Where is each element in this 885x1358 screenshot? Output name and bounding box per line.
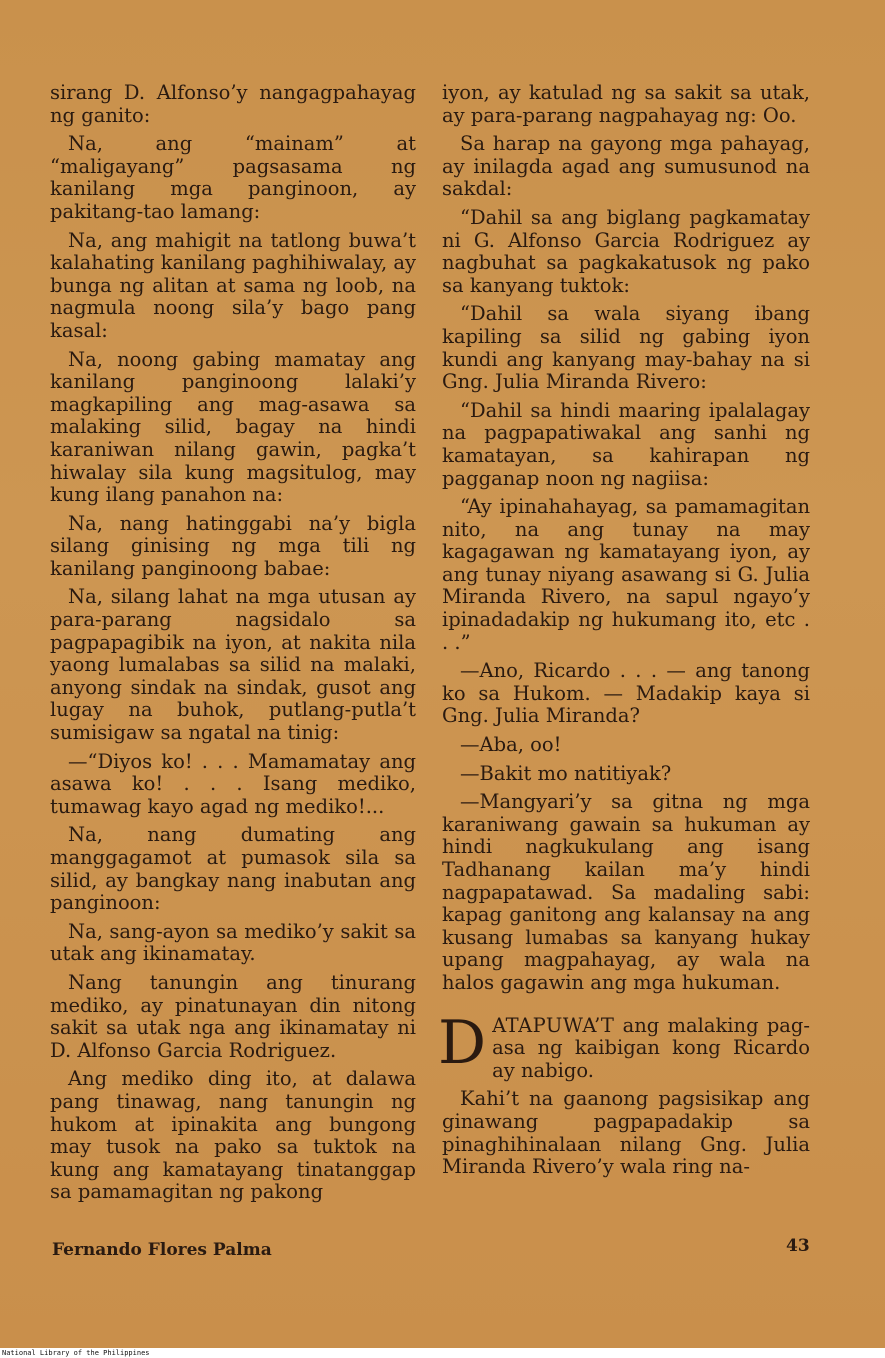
paragraph: sirang D. Alfonso’y nangagpahayag ng ganito:	[50, 81, 416, 127]
paragraph: Na, silang lahat na mga utusan ay para-parang nagsidalo sa pagpapagibik na iyon, at nakita nila yaong lumalabas sa silid na malaki, anyong sindak na sindak, gusot ang lugay na buhok, putlang-putla’t sumisigaw sa ngatal na tinig:	[50, 585, 416, 745]
paragraph: Na, sang-ayon sa mediko’y sakit sa utak ang ikinamatay.	[50, 919, 416, 966]
section-text: ang malaking pag-asa ng kaibigan kong Ricardo ay nabigo.	[492, 1013, 810, 1082]
right-column	[438, 81, 810, 1185]
paragraph: Sa harap na gayong mga pahayag, ay inilagda agad ang sumusunod na sakdal:	[442, 132, 810, 201]
left-column	[50, 82, 416, 1210]
paragraph: “Ay ipinahahayag, sa pamamagitan nito, na ang tunay na may kagagawan ng kamatayang iyon, ay ang tunay niyang asawang si G. Julia Miranda Rivero, na sapul ngayo’y ipinadadakip ng hukumang ito, etc . . .”	[442, 495, 810, 654]
paragraph: —Mangyari’y sa gitna ng mga karaniwang gawain sa hukuman ay hindi nagkukulang ang isang Tadhanang kailan ma’y hindi nagpapatawad. Sa madaling sabi: kapag ganitong ang kalansay na ang kusang lumabas sa kanyang hukay upang magpahayag, ay wala na halos gagawin ang mga hukuman.	[442, 790, 810, 994]
lead-word: ATAPUWA’T	[492, 1013, 615, 1037]
paragraph: Ang mediko ding ito, at dalawa pang tinawag, nang tanungin ng hukom at ipinakita ang bungong may tusok na pako sa tuktok na kung ang kamatayang tinatanggap sa pamamagitan ng pakong	[50, 1067, 416, 1204]
paragraph: Na, noong gabing mamatay ang kanilang panginoong lalaki’y magkapiling ang mag-asawa sa malaking silid, bagay na hindi karaniwan nilang gawin, pagka’t hiwalay sila kung magsitulog, may kung ilang panahon na:	[50, 347, 416, 507]
paragraph: —Ano, Ricardo . . . — ang tanong ko sa Hukom. — Madakip kaya si Gng. Julia Miranda?	[442, 659, 810, 728]
paragraph: —“Diyos ko! . . . Mamamatay ang asawa ko! . . . Isang mediko, tumawag kayo agad ng mediko!...	[50, 749, 416, 818]
section-start-paragraph	[438, 1007, 810, 1083]
paragraph: “Dahil sa hindi maaring ipalalagay na pagpapatiwakal ang sanhi ng kamatayan, sa kahirapan ng pagganap noon ng nagiisa:	[442, 398, 810, 490]
paragraph: “Dahil sa wala siyang ibang kapiling sa silid ng gabing iyon kundi ang kanyang may-bahay na si Gng. Julia Miranda Rivero:	[442, 302, 810, 394]
paragraph: iyon, ay katulad ng sa sakit sa utak, ay para-parang nagpahayag ng: Oo.	[442, 81, 810, 127]
author-byline: Fernando Flores Palma	[52, 1240, 272, 1260]
paragraph: “Dahil sa ang biglang pagkamatay ni G. Alfonso Garcia Rodriguez ay nagbuhat sa pagkakatusok ng pako sa kanyang tuktok:	[442, 205, 810, 297]
library-credit: National Library of the Philippines	[2, 1349, 150, 1357]
paragraph: —Bakit mo natitiyak?	[460, 761, 672, 785]
page-number: 43	[786, 1236, 810, 1256]
drop-cap: D	[438, 1007, 487, 1078]
paragraph: Kahi’t na gaanong pagsisikap ang ginawang pagpapadakip sa pinaghihinalaan nilang Gng. Julia Miranda Rivero’y wala ring na-	[442, 1087, 810, 1179]
paragraph: Na, ang “mainam” at “maligayang” pagsasama ng kanilang mga panginoon, ay pakitang-tao lamang:	[50, 132, 416, 223]
paragraph: Na, nang dumating ang manggagamot at pumasok sila sa silid, ay bangkay nang inabutan ang panginoon:	[50, 823, 416, 915]
paragraph: —Aba, oo!	[460, 733, 562, 757]
paragraph: Na, ang mahigit na tatlong buwa’t kalahating kanilang paghihiwalay, ay bunga ng alitan at sama ng loob, na nagmula noong sila’y bago pang kasal:	[50, 228, 416, 342]
paragraph: Na, nang hatinggabi na’y bigla silang ginising ng mga tili ng kanilang panginoong babae:	[50, 511, 416, 580]
paragraph: Nang tanungin ang tinurang mediko, ay pinatunayan din nitong sakit sa utak nga ang ikinamatay ni D. Alfonso Garcia Rodriguez.	[50, 970, 416, 1062]
